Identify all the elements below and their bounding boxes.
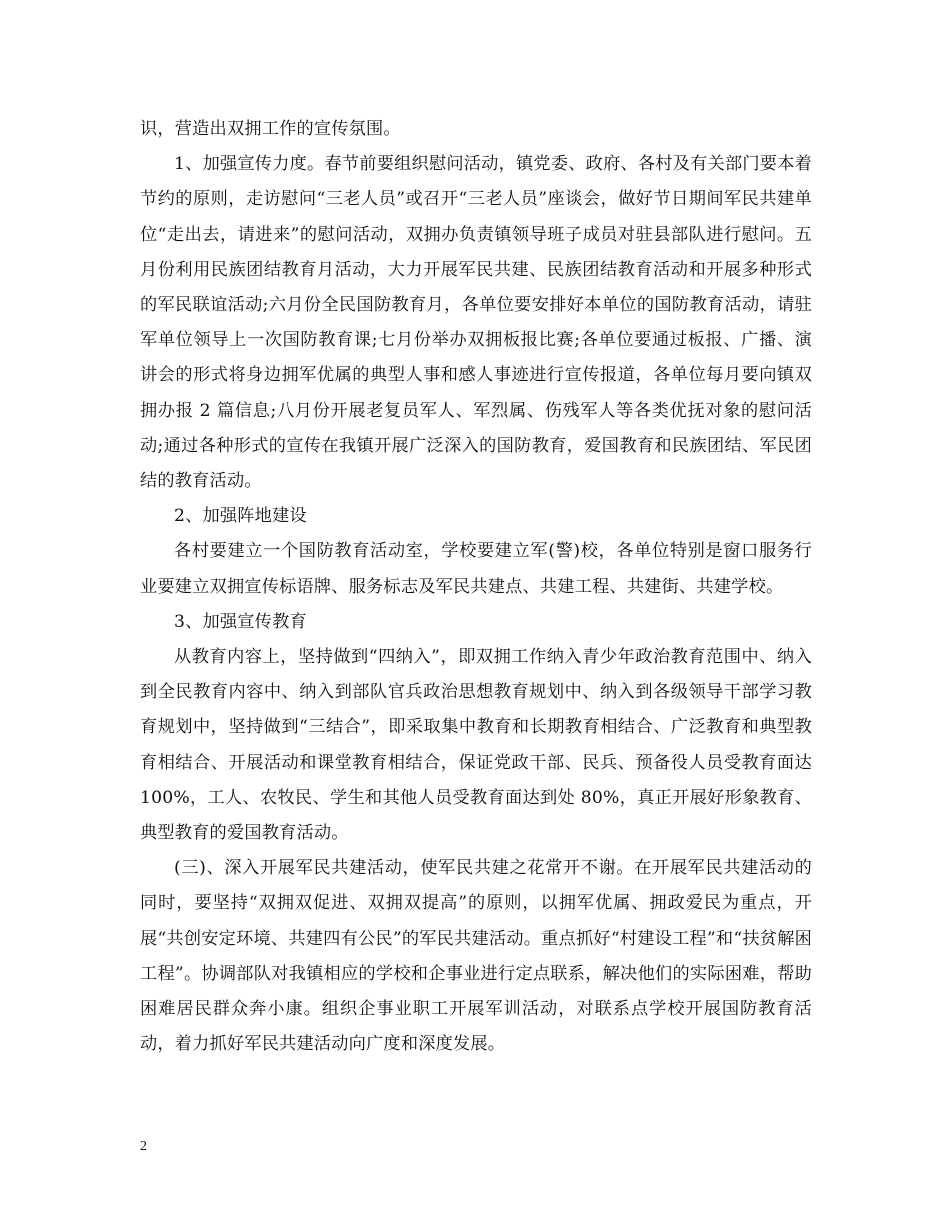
document-body — [140, 112, 812, 1062]
paragraph-position-building: 各村要建立一个国防教育活动室，学校要建立军(警)校，各单位特别是窗口服务行业要建立双拥宣传标语牌、服务标志及军民共建点、共建工程、共建街、共建学校。 — [140, 541, 812, 597]
heading-publicity-education: 3、加强宣传教育 — [174, 611, 307, 632]
paragraph-continuation: 识，营造出双拥工作的宣传氛围。 — [140, 119, 401, 139]
heading-position-building: 2、加强阵地建设 — [174, 506, 307, 527]
paragraph-joint-construction: (三)、深入开展军民共建活动，使军民共建之花常开不谢。在开展军民共建活动的同时，要坚持“双拥双促进、双拥双提高”的原则，以拥军优属、拥政爱民为重点，开展“共创安定环境、共建四有公民”的军民共建活动。重点抓好“村建设工程”和“扶贫解困工程”。协调部队对我镇相应的学校和企事业进行定点联系，解决他们的实际困难，帮助困难居民群众奔小康。组织企事业职工开展军训活动，对联系点学校开展国防教育活动，着力抓好军民共建活动向广度和深度发展。 — [140, 858, 812, 1055]
page-number: 2 — [140, 1139, 147, 1154]
paragraph-publicity-strength: 1、加强宣传力度。春节前要组织慰问活动，镇党委、政府、各村及有关部门要本着节约的原则，走访慰问“三老人员”或召开“三老人员”座谈会，做好节日期间军民共建单位“走出去，请进来”的慰问活动，双拥办负责镇领导班子成员对驻县部队进行慰问。五月份利用民族团结教育月活动，大力开展军民共建、民族团结教育活动和开展多种形式的军民联谊活动;六月份全民国防教育月，各单位要安排好本单位的国防教育活动，请驻军单位领导上一次国防教育课;七月份举办双拥板报比赛;各单位要通过板报、广播、演讲会的形式将身边拥军优属的典型人事和感人事迹进行宣传报道，各单位每月要向镇双拥办报 2 篇信息;八月份开展老复员军人、军烈属、伤残军人等各类优抚对象的慰问活动;通过各种形式的宣传在我镇开展广泛深入的国防教育，爱国教育和民族团结、军民团结的教育活动。 — [140, 154, 812, 492]
paragraph-publicity-education: 从教育内容上，坚持做到“四纳入”，即双拥工作纳入青少年政治教育范围中、纳入到全民教育内容中、纳入到部队官兵政治思想教育规划中、纳入到各级领导干部学习教育规划中，坚持做到“三结合”，即采取集中教育和长期教育相结合、广泛教育和典型教育相结合、开展活动和课堂教育相结合，保证党政干部、民兵、预备役人员受教育面达 100%，工人、农牧民、学生和其他人员受教育面达到处 80%，真正开展好形象教育、典型教育的爱国教育活动。 — [140, 647, 812, 844]
